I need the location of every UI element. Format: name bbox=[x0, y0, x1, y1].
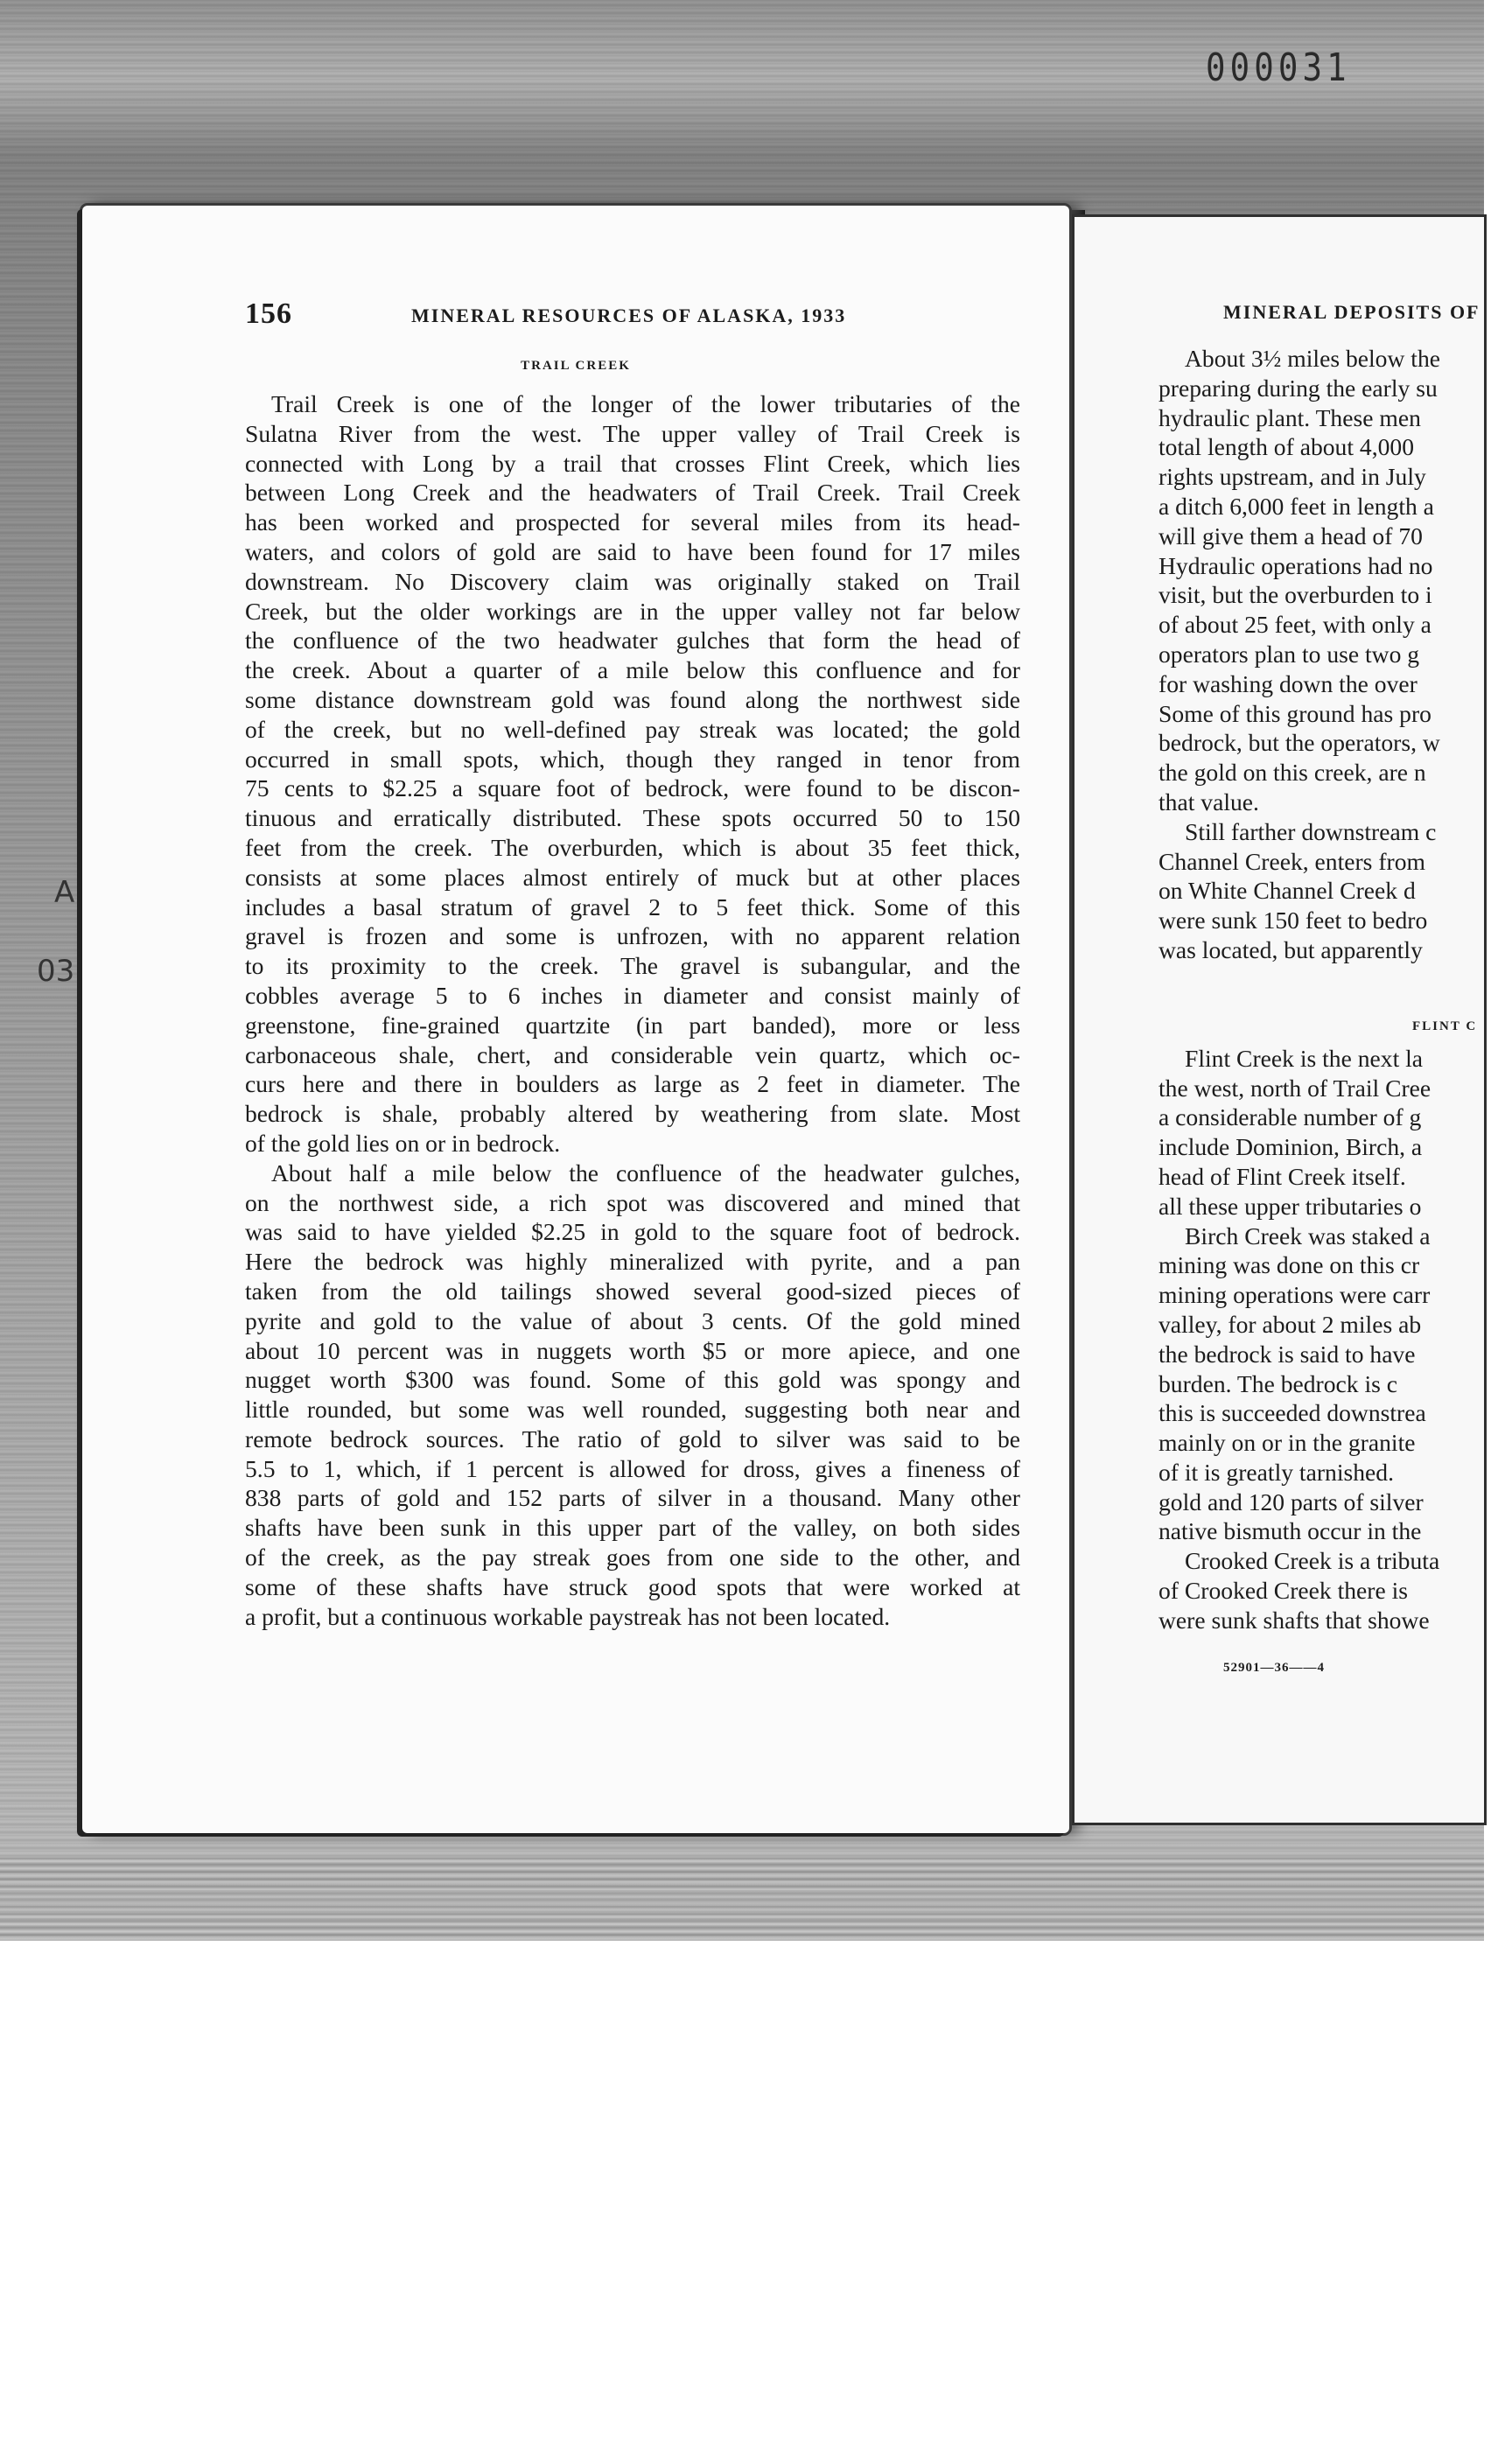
text-line: carbonaceous shale, chert, and considerable vein quartz, which oc- bbox=[245, 1040, 1020, 1068]
body-text bbox=[245, 389, 1020, 1631]
text-line: waters, and colors of gold are said to have been found for 17 miles bbox=[245, 537, 1020, 565]
section-heading: TRAIL CREEK bbox=[521, 359, 631, 373]
text-line: mainly on or in the granite bbox=[1158, 1429, 1416, 1457]
text-line: some distance downstream gold was found along the northwest side bbox=[245, 685, 1020, 713]
text-line: Creek, but the older workings are in the upper valley not far below bbox=[245, 597, 1020, 625]
text-line: has been worked and prospected for several miles from its head- bbox=[245, 508, 1020, 536]
text-line: mining was done on this cr bbox=[1158, 1251, 1420, 1279]
text-line: Birch Creek was staked a bbox=[1185, 1222, 1431, 1250]
text-line: for washing down the over bbox=[1158, 669, 1418, 697]
text-line: of the creek, as the pay streak goes from one side to the other, and bbox=[245, 1544, 1020, 1572]
text-line: cobbles average 5 to 6 inches in diameter and consist mainly of bbox=[245, 981, 1020, 1009]
text-line: the confluence of the two headwater gulches that form the head of bbox=[245, 626, 1020, 654]
text-line: all these upper tributaries o bbox=[1158, 1192, 1422, 1220]
text-line: burden. The bedrock is c bbox=[1158, 1369, 1398, 1397]
text-line: occurred in small spots, which, though they ranged in tenor from bbox=[245, 745, 1020, 773]
text-line: Sulatna River from the west. The upper valley of Trail Creek is bbox=[245, 419, 1020, 447]
text-line: preparing during the early su bbox=[1158, 374, 1438, 402]
text-line: About half a mile below the confluence of the headwater gulches, bbox=[271, 1158, 1020, 1186]
running-title: MINERAL RESOURCES OF ALASKA, 1933 bbox=[411, 304, 847, 326]
text-line: bedrock, but the operators, w bbox=[1158, 729, 1440, 757]
text-line: a profit, but a continuous workable paystreak has not been located. bbox=[245, 1602, 891, 1630]
text-line: Here the bedrock was highly mineralized with pyrite, and a pan bbox=[245, 1248, 1020, 1276]
text-line: a considerable number of g bbox=[1158, 1103, 1422, 1131]
text-line: bedrock is shale, probably altered by weathering from slate. Most bbox=[245, 1100, 1020, 1128]
text-line: Flint Creek is the next la bbox=[1185, 1044, 1424, 1072]
running-head bbox=[245, 298, 980, 332]
text-line: of Crooked Creek there is bbox=[1158, 1577, 1409, 1605]
left-page bbox=[82, 206, 1069, 1833]
text-line: Hydraulic operations had no bbox=[1158, 551, 1433, 579]
text-line: to its proximity to the creek. The gravel is subangular, and the bbox=[245, 952, 1020, 980]
text-line: the bedrock is said to have bbox=[1158, 1340, 1416, 1368]
text-line: connected with Long by a trail that crosses Flint Creek, which lies bbox=[245, 449, 1020, 477]
text-line: operators plan to use two g bbox=[1158, 640, 1420, 668]
margin-mark-a: A bbox=[54, 875, 75, 910]
printer-code: 52901—36——4 bbox=[1223, 1661, 1325, 1675]
text-line: of the gold lies on or in bedrock. bbox=[245, 1129, 561, 1157]
text-line: were sunk shafts that showe bbox=[1158, 1606, 1430, 1634]
text-line: downstream. No Discovery claim was originally staked on Trail bbox=[245, 567, 1020, 595]
text-line: the creek. About a quarter of a mile below this confluence and for bbox=[245, 656, 1020, 684]
text-line: nugget worth $300 was found. Some of this gold was spongy and bbox=[245, 1366, 1020, 1394]
text-line: total length of about 4,000 bbox=[1158, 433, 1414, 461]
text-line: Some of this ground has pro bbox=[1158, 699, 1432, 727]
section-heading-right: FLINT C bbox=[1412, 1018, 1478, 1033]
running-title-right: MINERAL DEPOSITS OF bbox=[1223, 301, 1480, 323]
text-line: consists at some places almost entirely of muck but at other places bbox=[245, 863, 1020, 891]
text-line: rights upstream, and in July bbox=[1158, 463, 1426, 491]
text-line: that value. bbox=[1158, 788, 1259, 816]
text-line: the gold on this creek, are n bbox=[1158, 759, 1426, 787]
margin-mark-03: 03 bbox=[37, 954, 75, 989]
text-line: this is succeeded downstrea bbox=[1158, 1399, 1426, 1427]
text-line: includes a basal stratum of gravel 2 to 5 feet thick. Some of this bbox=[245, 892, 1020, 920]
text-line: include Dominion, Birch, a bbox=[1158, 1133, 1423, 1161]
text-line: feet from the creek. The overburden, which is about 35 feet thick, bbox=[245, 833, 1020, 861]
text-line: of about 25 feet, with only a bbox=[1158, 611, 1432, 639]
text-line: Channel Creek, enters from bbox=[1158, 847, 1425, 875]
text-line: native bismuth occur in the bbox=[1158, 1517, 1422, 1545]
text-line: visit, but the overburden to i bbox=[1158, 581, 1432, 609]
text-line: on the northwest side, a rich spot was discovered and mined that bbox=[245, 1188, 1020, 1216]
text-line: was located, but apparently bbox=[1158, 935, 1423, 963]
text-line: Crooked Creek is a tributa bbox=[1185, 1547, 1440, 1575]
text-line: head of Flint Creek itself. bbox=[1158, 1162, 1406, 1190]
text-line: of it is greatly tarnished. bbox=[1158, 1458, 1394, 1486]
text-line: were sunk 150 feet to bedro bbox=[1158, 906, 1428, 934]
text-line: curs here and there in boulders as large as 2 feet in diameter. The bbox=[245, 1070, 1020, 1098]
text-line: little rounded, but some was well rounded, suggesting both near and bbox=[245, 1396, 1020, 1424]
text-line: mining operations were carr bbox=[1158, 1281, 1431, 1309]
text-line: between Long Creek and the headwaters of Trail Creek. Trail Creek bbox=[245, 479, 1020, 507]
text-line: pyrite and gold to the value of about 3 cents. Of the gold mined bbox=[245, 1306, 1020, 1334]
text-line: gold and 120 parts of silver bbox=[1158, 1488, 1424, 1516]
text-line: shafts have been sunk in this upper part of the valley, on both sides bbox=[245, 1514, 1020, 1542]
text-line: greenstone, fine-grained quartzite (in part banded), more or less bbox=[245, 1011, 1020, 1039]
text-line: valley, for about 2 miles ab bbox=[1158, 1310, 1422, 1338]
page-number: 156 bbox=[245, 298, 292, 330]
text-line: tinuous and erratically distributed. These spots occurred 50 to 150 bbox=[245, 804, 1020, 832]
text-line: a ditch 6,000 feet in length a bbox=[1158, 492, 1434, 520]
text-line: of the creek, but no well-defined pay streak was located; the gold bbox=[245, 715, 1020, 743]
text-line: Still farther downstream c bbox=[1185, 817, 1437, 845]
text-line: about 10 percent was in nuggets worth $5 or more apiece, and one bbox=[245, 1336, 1020, 1364]
body-text-right bbox=[1158, 344, 1484, 1635]
text-line: 75 cents to $2.25 a square foot of bedrock, were found to be discon- bbox=[245, 774, 1020, 802]
text-line: will give them a head of 70 bbox=[1158, 522, 1423, 550]
text-line: remote bedrock sources. The ratio of gold to silver was said to be bbox=[245, 1424, 1020, 1452]
text-line: the west, north of Trail Cree bbox=[1158, 1074, 1432, 1102]
text-line: was said to have yielded $2.25 in gold to the square foot of bedrock. bbox=[245, 1218, 1020, 1246]
text-line: hydraulic plant. These men bbox=[1158, 403, 1421, 431]
text-line: on White Channel Creek d bbox=[1158, 877, 1416, 905]
text-line: About 3½ miles below the bbox=[1185, 345, 1440, 372]
text-line: some of these shafts have struck good spots that were worked at bbox=[245, 1572, 1020, 1600]
text-line: gravel is frozen and some is unfrozen, with no apparent relation bbox=[245, 922, 1020, 950]
text-line: 838 parts of gold and 152 parts of silver in a thousand. Many other bbox=[245, 1484, 1020, 1512]
scan-document-number: 000031 bbox=[1206, 46, 1351, 90]
right-page bbox=[1074, 217, 1484, 1823]
text-line: Trail Creek is one of the longer of the lower tributaries of the bbox=[271, 390, 1020, 417]
text-line: taken from the old tailings showed several good-sized pieces of bbox=[245, 1277, 1020, 1305]
text-line: 5.5 to 1, which, if 1 percent is allowed for dross, gives a fineness of bbox=[245, 1454, 1020, 1482]
